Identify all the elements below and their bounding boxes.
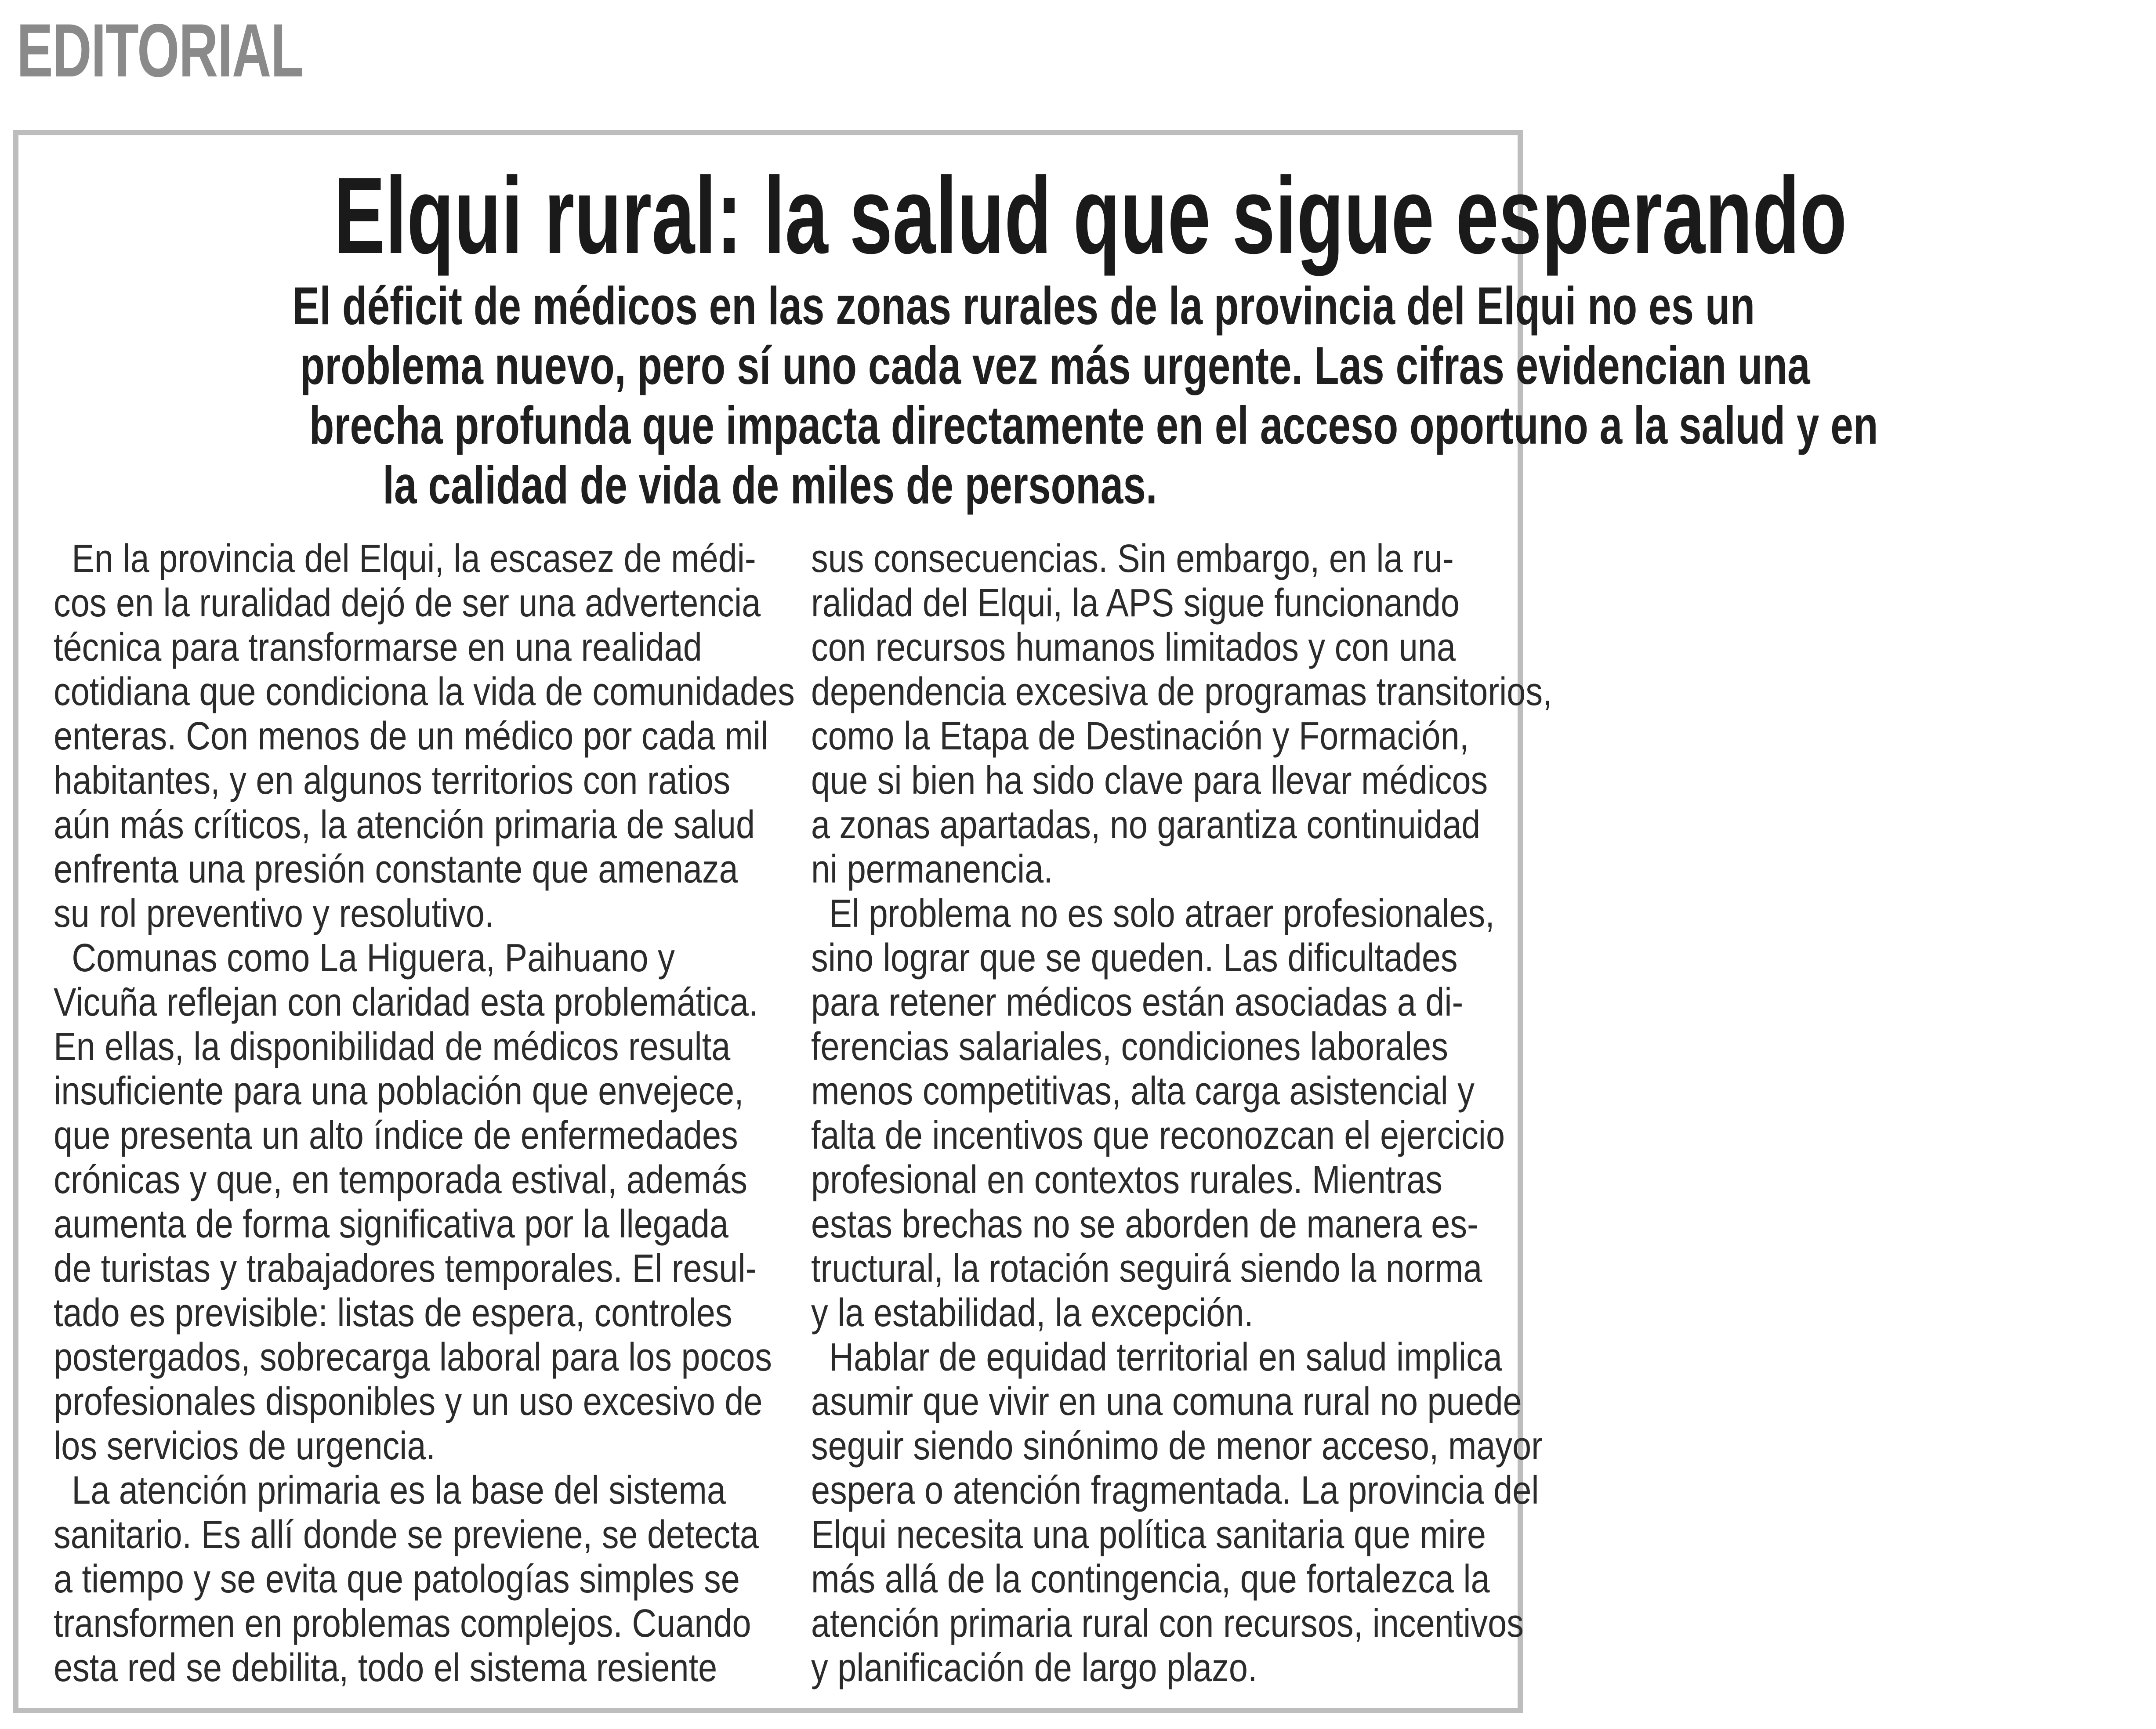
section-label: EDITORIAL — [17, 8, 304, 93]
body-line: crónicas y que, en temporada estival, además — [54, 1158, 747, 1202]
body-line: estas brechas no se aborden de manera es- — [811, 1202, 1478, 1246]
body-line: que si bien ha sido clave para llevar médicos — [811, 759, 1488, 803]
body-column-right — [811, 537, 1552, 1690]
body-line: cos en la ruralidad dejó de ser una advertencia — [54, 581, 761, 625]
body-line: ni permanencia. — [811, 847, 1053, 891]
body-line: para retener médicos están asociadas a di- — [811, 980, 1464, 1024]
body-line: profesionales disponibles y un uso excesivo de — [54, 1380, 763, 1424]
headline-text: Elqui rural: la salud que sigue esperando — [333, 154, 1847, 276]
deck-line: El déficit de médicos en las zonas rurales de la provincia del Elqui no es un — [292, 276, 1755, 336]
body-line: enfrenta una presión constante que amenaza — [54, 847, 738, 891]
body-line: seguir siendo sinónimo de menor acceso, mayor — [811, 1424, 1543, 1468]
body-line: y la estabilidad, la excepción. — [811, 1291, 1254, 1335]
deck-line: la calidad de vida de miles de personas. — [382, 455, 1157, 515]
body-line: insuficiente para una población que envejece, — [54, 1069, 744, 1113]
body-line: sanitario. Es allí donde se previene, se detecta — [54, 1513, 759, 1557]
body-line: ferencias salariales, condiciones laborales — [811, 1025, 1448, 1069]
body-line: sus consecuencias. Sin embargo, en la ru- — [811, 537, 1454, 581]
body-line: que presenta un alto índice de enfermedades — [54, 1114, 738, 1157]
body-line: En la provincia del Elqui, la escasez de médi- — [72, 537, 756, 581]
body-line: falta de incentivos que reconozcan el ejercicio — [811, 1114, 1505, 1157]
body-line: de turistas y trabajadores temporales. El resul- — [54, 1247, 757, 1291]
body-line: atención primaria rural con recursos, incentivos — [811, 1602, 1524, 1646]
body-line: sino lograr que se queden. Las dificultades — [811, 936, 1458, 980]
body-line: asumir que vivir en una comuna rural no puede — [811, 1380, 1522, 1424]
body-line: técnica para transformarse en una realidad — [54, 626, 702, 669]
body-line: La atención primaria es la base del sistema — [72, 1469, 726, 1512]
body-line: con recursos humanos limitados y con una — [811, 626, 1456, 669]
body-line: El problema no es solo atraer profesionales, — [829, 892, 1495, 936]
body-line: como la Etapa de Destinación y Formación, — [811, 714, 1469, 758]
body-line: postergados, sobrecarga laboral para los pocos — [54, 1335, 772, 1379]
body-line: tado es previsible: listas de espera, controles — [54, 1291, 732, 1335]
body-line: Hablar de equidad territorial en salud implica — [829, 1335, 1502, 1379]
body-line: dependencia excesiva de programas transitorios, — [811, 670, 1552, 714]
body-line: Comunas como La Higuera, Paihuano y — [72, 936, 675, 980]
body-line: cotidiana que condiciona la vida de comunidades — [54, 670, 795, 714]
deck-line: problema nuevo, pero sí uno cada vez más urgente. Las cifras evidencian una — [300, 336, 1810, 395]
body-line: a tiempo y se evita que patologías simples se — [54, 1557, 740, 1601]
body-line: su rol preventivo y resolutivo. — [54, 892, 494, 936]
deck — [62, 276, 1878, 515]
body-line: ralidad del Elqui, la APS sigue funcionando — [811, 581, 1460, 625]
body-line: Vicuña reflejan con claridad esta problemática. — [54, 980, 758, 1024]
body-line: aumenta de forma significativa por la llegada — [54, 1202, 728, 1246]
body-line: y planificación de largo plazo. — [811, 1646, 1257, 1690]
body-line: más allá de la contingencia, que fortalezca la — [811, 1557, 1490, 1601]
body-line: profesional en contextos rurales. Mientras — [811, 1158, 1442, 1202]
body-line: Elqui necesita una política sanitaria que mire — [811, 1513, 1486, 1557]
headline — [25, 154, 1847, 276]
body-line: esta red se debilita, todo el sistema resiente — [54, 1646, 717, 1690]
body-line: menos competitivas, alta carga asistencial y — [811, 1069, 1475, 1113]
deck-line: brecha profunda que impacta directamente en el acceso oportuno a la salud y en — [309, 395, 1878, 455]
body-line: transformen en problemas complejos. Cuando — [54, 1602, 751, 1646]
body-column-left — [54, 537, 795, 1690]
body-line: los servicios de urgencia. — [54, 1424, 436, 1468]
body-line: enteras. Con menos de un médico por cada mil — [54, 714, 768, 758]
body-line: aún más críticos, la atención primaria de salud — [54, 803, 755, 847]
body-line: a zonas apartadas, no garantiza continuidad — [811, 803, 1481, 847]
body-line: En ellas, la disponibilidad de médicos resulta — [54, 1025, 731, 1069]
body-line: tructural, la rotación seguirá siendo la norma — [811, 1247, 1482, 1291]
body-line: habitantes, y en algunos territorios con ratios — [54, 759, 731, 803]
body-line: espera o atención fragmentada. La provincia del — [811, 1469, 1539, 1512]
